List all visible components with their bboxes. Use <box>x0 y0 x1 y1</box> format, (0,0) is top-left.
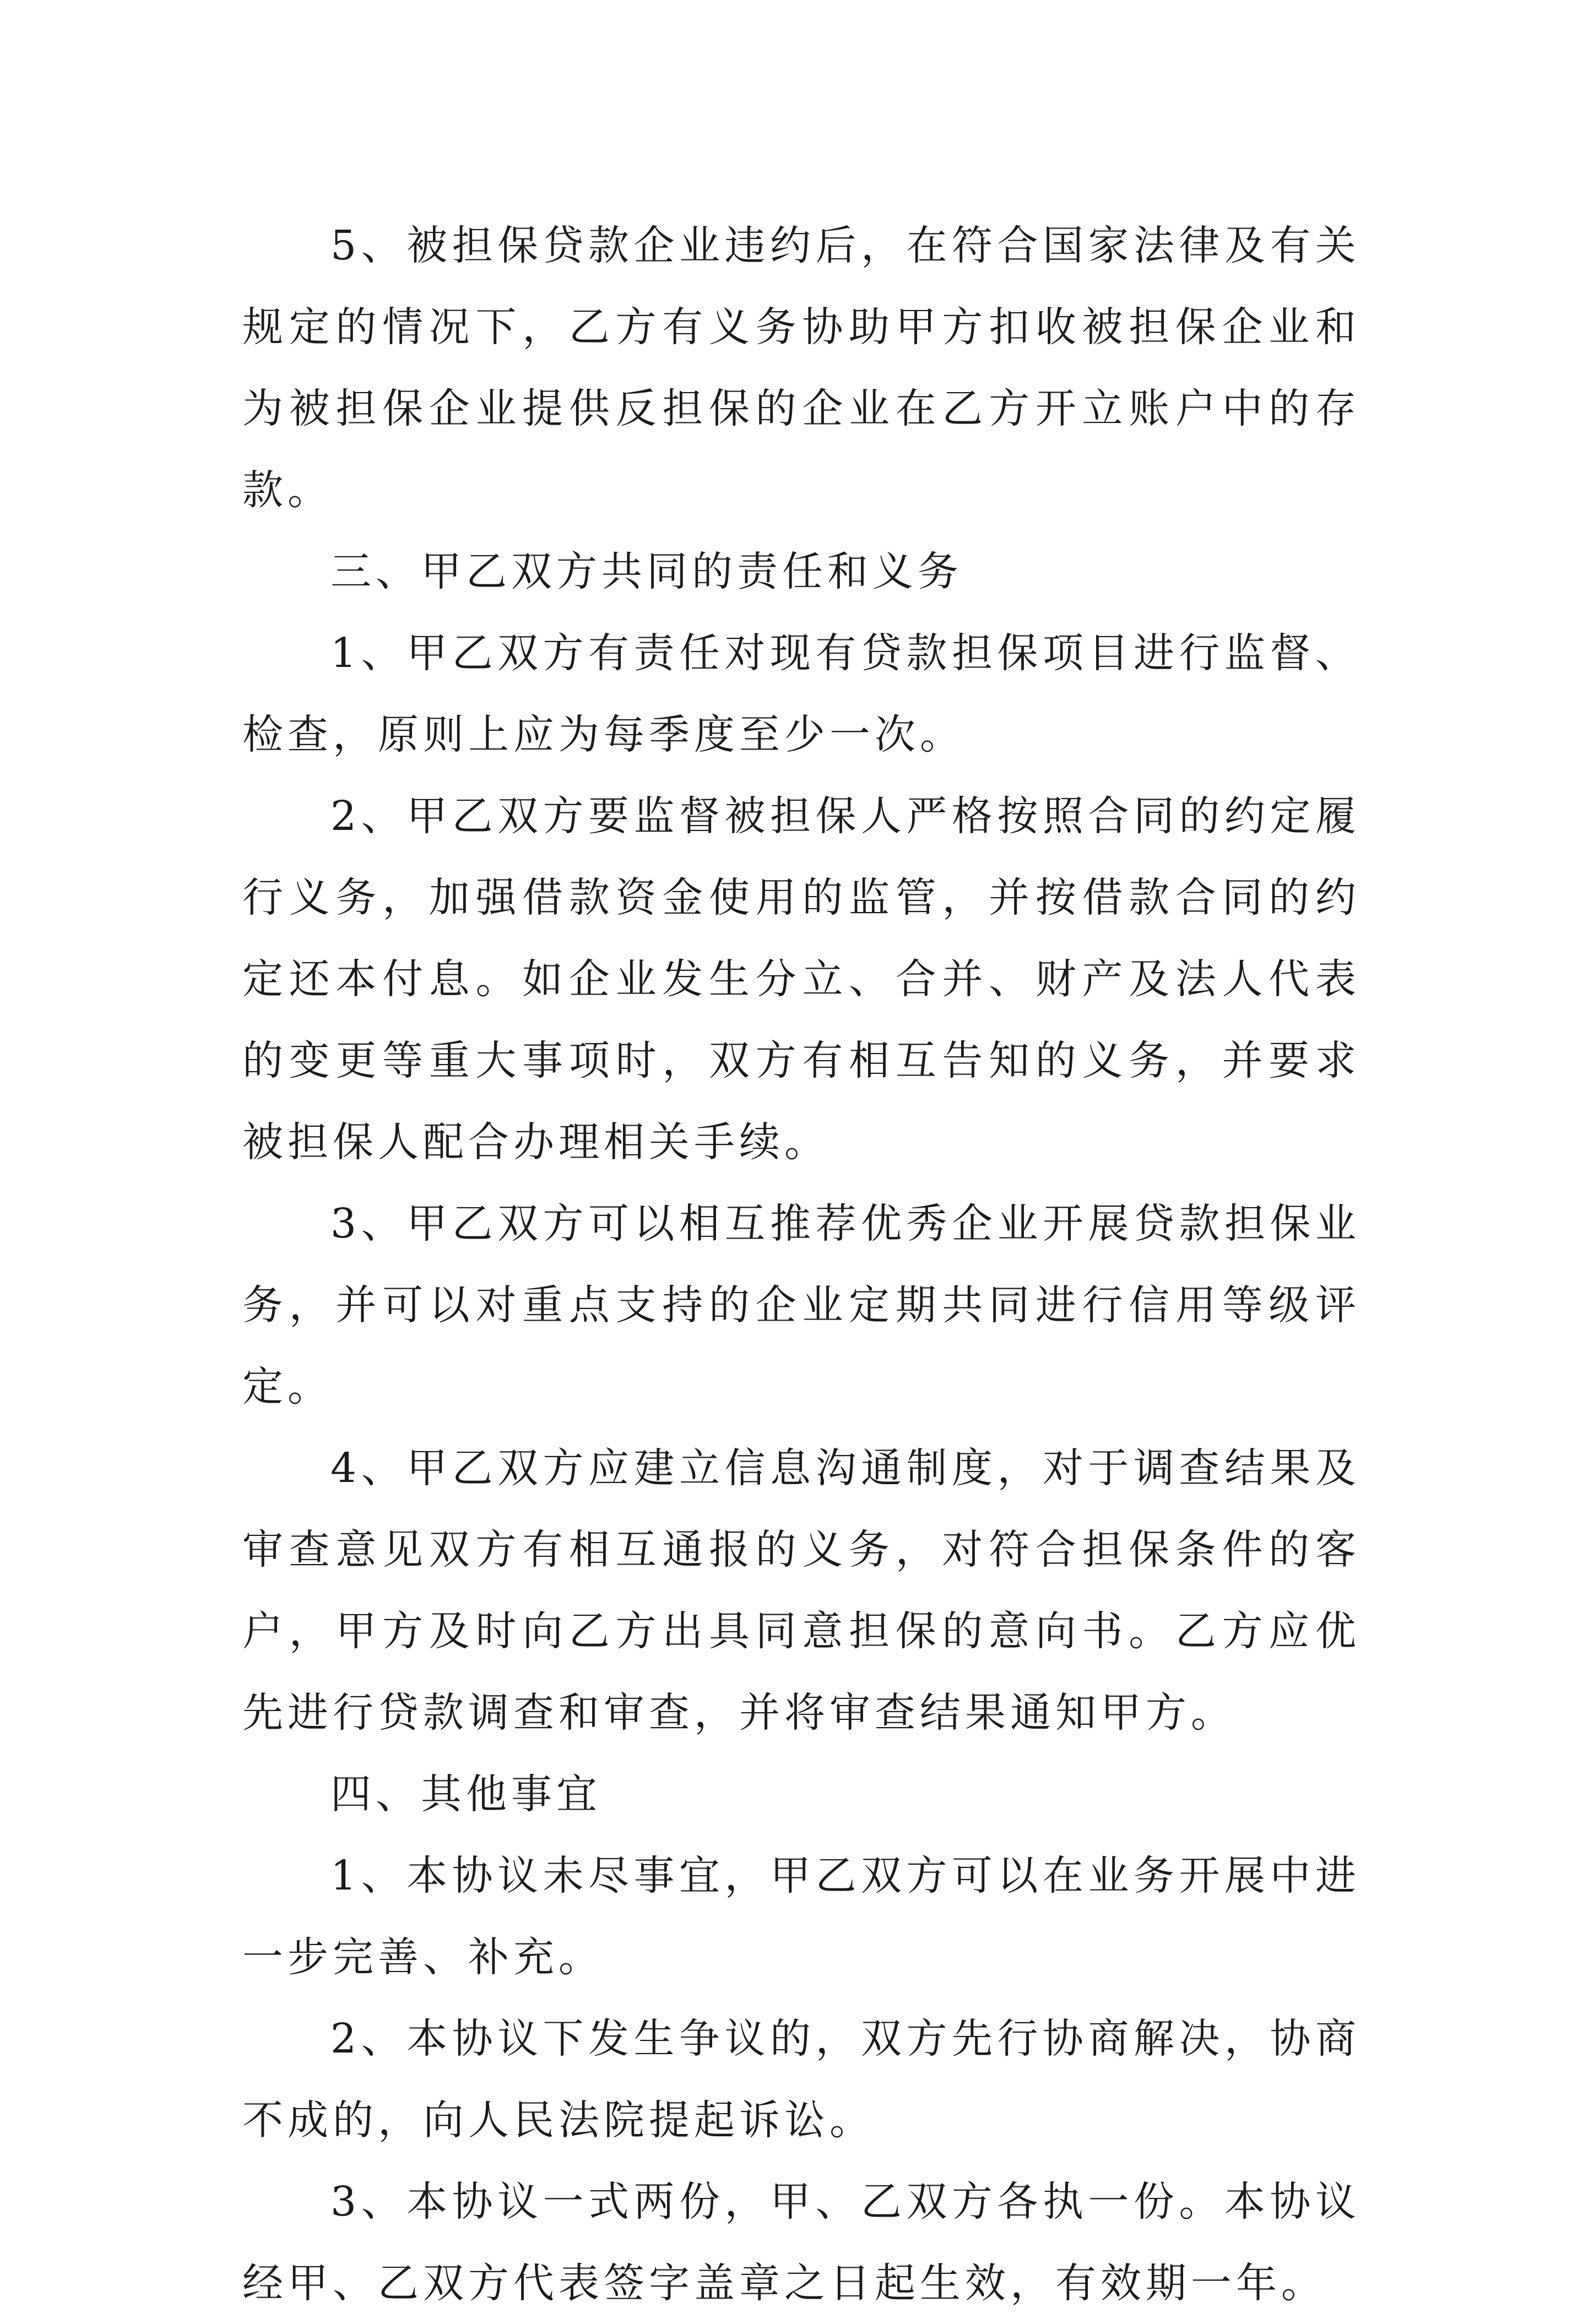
clause-1-supplement: 1、本协议未尽事宜，甲乙双方可以在业务开展中进一步完善、补充。 <box>242 1852 1360 1981</box>
clause-3-copies-validity: 3、本协议一式两份，甲、乙双方各执一份。本协议经甲、乙双方代表签字盖章之日起生效，有效期一年。 <box>242 2178 1360 2307</box>
clause-2-disputes: 2、本协议下发生争议的，双方先行协商解决，协商不成的，向人民法院提起诉讼。 <box>242 2015 1360 2144</box>
clause-4-information-system: 4、甲乙双方应建立信息沟通制度，对于调查结果及审查意见双方有相互通报的义务，对符合担保条件的客户，甲方及时向乙方出具同意担保的意向书。乙方应优先进行贷款调查和审查，并将审查结果通知甲方。 <box>242 1445 1360 1736</box>
clause-3-recommend-enterprises: 3、甲乙双方可以相互推荐优秀企业开展贷款担保业务，并可以对重点支持的企业定期共同进行信用等级评定。 <box>242 1200 1360 1410</box>
section-heading-joint-duties: 三、甲乙双方共同的责任和义务 <box>330 548 963 595</box>
document-body <box>242 205 1360 2324</box>
clause-5-guarantee-default: 5、被担保贷款企业违约后，在符合国家法律及有关规定的情况下，乙方有义务协助甲方扣收被担保企业和为被担保企业提供反担保的企业在乙方开立账户中的存款。 <box>242 222 1360 514</box>
section-heading-other-matters: 四、其他事宜 <box>330 1771 601 1818</box>
clause-2-monitor-guaranteed: 2、甲乙双方要监督被担保人严格按照合同的约定履行义务，加强借款资金使用的监管，并按借款合同的约定还本付息。如企业发生分立、合并、财产及法人代表的变更等重大事项时，双方有相互告知的义务，并要求被担保人配合办理相关手续。 <box>242 792 1360 1166</box>
clause-1-supervision: 1、甲乙双方有责任对现有贷款担保项目进行监督、检查，原则上应为每季度至少一次。 <box>242 629 1360 758</box>
